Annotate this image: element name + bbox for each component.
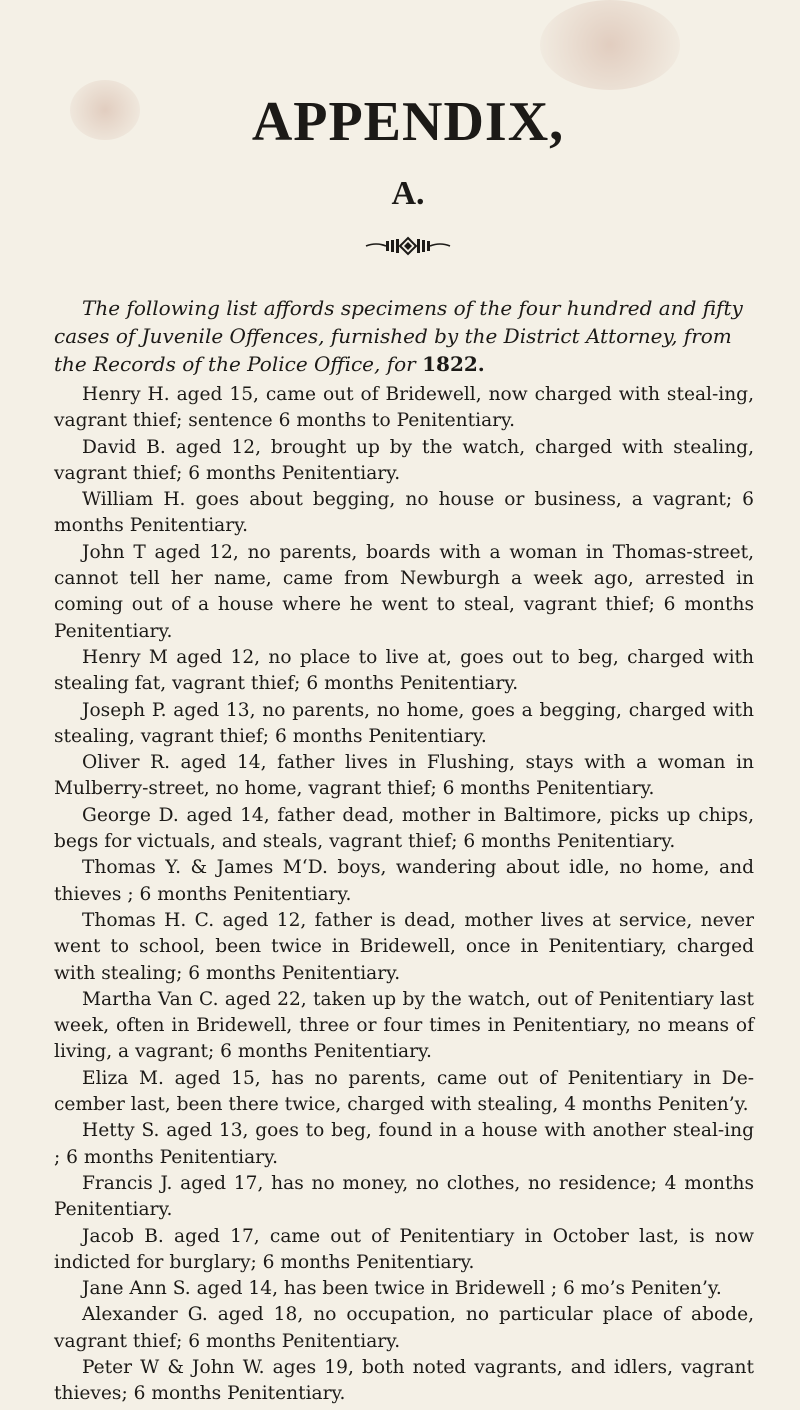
case-entry: George D. aged 14, father dead, mother in Baltimore, picks up chips, begs for victuals, and steals, vagrant thief; 6 months Penitentiary. xyxy=(54,804,754,853)
case-entry: Henry H. aged 15, came out of Bridewell, now charged with steal-ing, vagrant thief; sentence 6 months to Penitentiary. xyxy=(54,384,754,432)
case-entry: Jacob B. aged 17, came out of Penitentiary in October last, is now indicted for burglary; 6 months Penitentiary. xyxy=(54,1225,754,1273)
divider-ornament-icon xyxy=(364,236,452,256)
case-entry: John T aged 12, no parents, boards with a woman in Thomas-street, cannot tell her name, came from Newburgh a week ago, arrested in coming out of a house where he went to steal, vagrant thief; 6 months Penitentiary. xyxy=(54,541,754,642)
case-list xyxy=(54,382,754,1408)
case-entry: Thomas H. C. aged 12, father is dead, mother lives at service, never went to school, been twice in Bridewell, once in Penitentiary, charged with stealing; 6 months Penitentiary. xyxy=(54,909,754,984)
intro-paragraph xyxy=(54,294,754,378)
case-entry: Hetty S. aged 13, goes to beg, found in a house with another steal-ing ; 6 months Penitentiary. xyxy=(54,1120,754,1168)
case-entry: Joseph P. aged 13, no parents, no home, goes a begging, charged with stealing, vagrant thief; 6 months Penitentiary. xyxy=(54,699,754,747)
case-entry: Martha Van C. aged 22, taken up by the watch, out of Penitentiary last week, often in Bridewell, three or four times in Penitentiary, no means of living, a vagrant; 6 months Penitentiary. xyxy=(54,988,754,1063)
case-entry: Alexander G. aged 18, no occupation, no particular place of abode, vagrant thief; 6 months Penitentiary. xyxy=(54,1304,754,1352)
page-title: APPENDIX, xyxy=(251,91,565,153)
case-entry: Jane Ann S. aged 14, has been twice in Bridewell ; 6 mo’s Peniten’y. xyxy=(82,1278,722,1300)
case-entry: Thomas Y. & James M‘D. boys, wandering about idle, no home, and thieves ; 6 months Penitentiary. xyxy=(54,857,754,905)
case-entry: William H. goes about begging, no house or business, a vagrant; 6 months Penitentiary. xyxy=(54,489,754,537)
case-entry: Francis J. aged 17, has no money, no clothes, no residence; 4 months Penitentiary. xyxy=(54,1172,754,1221)
appendix-letter: A. xyxy=(391,175,425,212)
case-entry: Peter W & John W. ages 19, both noted vagrants, and idlers, vagrant thieves; 6 months Penitentiary. xyxy=(54,1356,754,1405)
paper-stain xyxy=(540,0,680,90)
case-entry: Eliza M. aged 15, has no parents, came out of Penitentiary in De-cember last, been there twice, charged with stealing, 4 months Peniten’y. xyxy=(54,1067,754,1116)
intro-text: The following list affords specimens of the four hundred and fifty cases of Juvenile Offences, furnished by the District Attorney, from the Records of the Police Office, for xyxy=(54,296,743,376)
intro-year: 1822. xyxy=(422,352,485,376)
case-entry: Henry M aged 12, no place to live at, goes out to beg, charged with stealing fat, vagrant thief; 6 months Penitentiary. xyxy=(54,646,754,695)
case-entry: Oliver R. aged 14, father lives in Flushing, stays with a woman in Mulberry-street, no home, vagrant thief; 6 months Penitentiary. xyxy=(54,752,754,800)
case-entry: David B. aged 12, brought up by the watch, charged with stealing, vagrant thief; 6 months Penitentiary. xyxy=(54,436,754,484)
